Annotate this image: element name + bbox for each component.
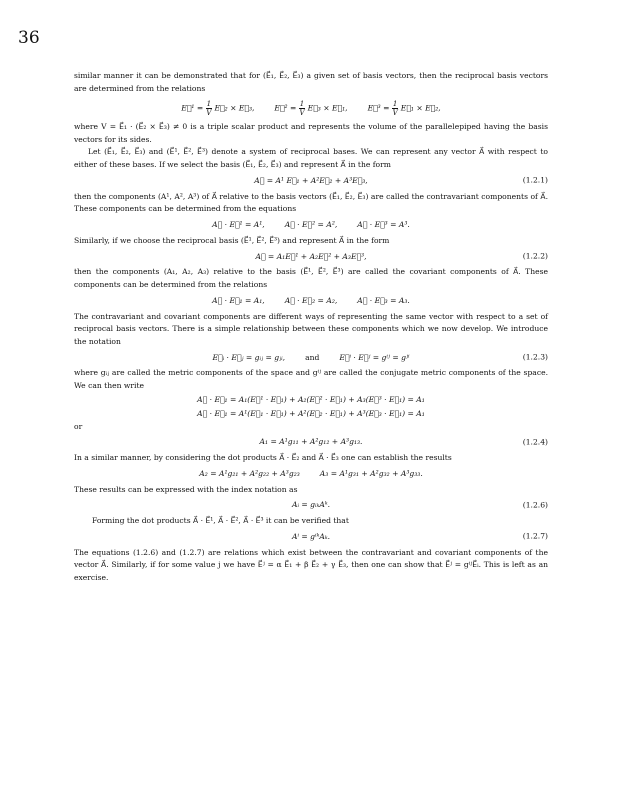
reciprocal-e3: E⃗³ = $\frac{1}{V}$ E⃗₁ × E⃗₂, bbox=[367, 99, 441, 117]
paragraph-similarly: Similarly, if we choose the reciprocal basis (E⃗¹, E⃗², E⃗³) and represent A⃗ in the form bbox=[74, 235, 390, 245]
paragraph-triple-product: where V = E⃗₁ · (E⃗₂ × E⃗₃) ≠ 0 is a triple scalar product and represents the volume of the parallelepiped having the basis vectors for its sides. bbox=[74, 122, 548, 144]
equation-1-2-2: A⃗ = A₁E⃗¹ + A₂E⃗² + A₃E⃗³, (1.2.2) bbox=[74, 249, 548, 264]
paragraph-covariant: then the components (A₁, A₂, A₃) relative to the basis (E⃗¹, E⃗², E⃗³) are called the covariant components of A⃗. These components can be determined from the relations bbox=[74, 267, 548, 289]
equation-dot-expansion: A⃗ · E⃗₁ = A₁(E⃗¹ · E⃗₁) + A₂(E⃗² · E⃗₁) + A₃(E⃗³ · E⃗₁) = A₁ A⃗ · E⃗₁ = A¹(E⃗₁ · E⃗₁) + A²(E⃗₂ · E⃗₁) + A³(E⃗₃ · E⃗₁) = A₁ bbox=[197, 394, 425, 418]
paragraph-metric: where gᵢⱼ are called the metric components of the space and gⁱʲ are called the conjugate metric components of the space. We can then write bbox=[74, 368, 548, 390]
equation-number: (1.2.7) bbox=[522, 532, 548, 542]
paragraph-reciprocal-bases: Let (E⃗₁, E⃗₂, E⃗₃) and (E⃗¹, E⃗², E⃗³) denote a system of reciprocal bases. We can represent any vector A⃗ with respect to either of these bases. If we select the basis (E⃗₁, E⃗₂, E⃗₃) and represent A⃗ in the form bbox=[74, 147, 548, 169]
equation-number: (1.2.6) bbox=[522, 500, 548, 510]
equation-1-2-1: A⃗ = A¹ E⃗₁ + A²E⃗₂ + A³E⃗₃, (1.2.1) bbox=[74, 174, 548, 189]
equation-1-2-7: Aⁱ = gⁱᵏAₖ. (1.2.7) bbox=[74, 530, 548, 545]
equation-number: (1.2.3) bbox=[522, 352, 548, 362]
paragraph-index-notation: These results can be expressed with the index notation as bbox=[74, 484, 298, 494]
fraction-1-over-v: $\frac{1}{V}$ bbox=[299, 99, 305, 117]
equation-covariant-components: A⃗ · E⃗₁ = A₁, A⃗ · E⃗₂ = A₂, A⃗ · E⃗₃ = A₃. bbox=[212, 295, 410, 305]
paragraph-similar-manner: In a similar manner, by considering the dot products A⃗ · E⃗₂ and A⃗ · E⃗₃ one can establish the results bbox=[74, 453, 452, 463]
equation-1-2-6: Aᵢ = gᵢₖAᵏ. (1.2.6) bbox=[74, 498, 548, 513]
paragraph-notation: The contravariant and covariant components are different ways of representing the same vector with respect to a set of reciprocal basis vectors. There is a simple relationship between these components which we now develop. We introduce the notation bbox=[74, 311, 548, 346]
fraction-1-over-v: $\frac{1}{V}$ bbox=[392, 99, 398, 117]
paragraph-basis-intro: similar manner it can be demonstrated that for (E⃗₁, E⃗₂, E⃗₃) a given set of basis vectors, then the reciprocal basis vectors are determined from the relations bbox=[74, 71, 548, 93]
reciprocal-e1: E⃗¹ = $\frac{1}{V}$ E⃗₂ × E⃗₃, bbox=[181, 99, 255, 117]
paragraph-or: or bbox=[74, 421, 83, 431]
equation-1-2-4: A₁ = A¹g₁₁ + A²g₁₂ + A³g₁₃. (1.2.4) bbox=[74, 435, 548, 450]
equation-1-2-3: E⃗ᵢ · E⃗ⱼ = gᵢⱼ = gⱼᵢ, and E⃗ⁱ · E⃗ʲ = gⁱʲ = gʲⁱ (1.2.3) bbox=[74, 350, 548, 365]
equation-results: A₂ = A¹g₂₁ + A²g₂₂ + A³g₂₃ A₃ = A¹g₃₁ + A²g₃₂ + A³g₃₃. bbox=[199, 468, 423, 478]
equation-number: (1.2.4) bbox=[522, 437, 548, 447]
reciprocal-e2: E⃗² = $\frac{1}{V}$ E⃗₃ × E⃗₁, bbox=[274, 99, 348, 117]
equation-reciprocal-basis bbox=[74, 97, 548, 119]
equation-number: (1.2.1) bbox=[522, 175, 548, 185]
paragraph-forming-dot-products: Forming the dot products A⃗ · E⃗¹, A⃗ · E⃗², A⃗ · E⃗³ it can be verified that bbox=[92, 516, 349, 526]
paragraph-contravariant: then the components (A¹, A², A³) of A⃗ relative to the basis vectors (E⃗₁, E⃗₂, E⃗₃) are called the contravariant components of A⃗. These components can be determined from the equations bbox=[74, 191, 548, 214]
equation-contravariant-components: A⃗ · E⃗¹ = A¹, A⃗ · E⃗² = A², A⃗ · E⃗³ = A³. bbox=[212, 219, 410, 229]
fraction-1-over-v: $\frac{1}{V}$ bbox=[206, 99, 212, 117]
equation-number: (1.2.2) bbox=[522, 251, 548, 261]
paragraph-conclusion: The equations (1.2.6) and (1.2.7) are relations which exist between the contravariant and covariant components of the vector A⃗. Similarly, if for some value j we have E⃗ʲ = α E⃗₁ + β E⃗₂ + γ E⃗₃, then one can show that E⃗ʲ = gⁱʲE⃗ᵢ. This is left as an exercise. bbox=[74, 547, 548, 583]
page-number: 36 bbox=[18, 28, 40, 48]
page-body bbox=[74, 70, 548, 585]
